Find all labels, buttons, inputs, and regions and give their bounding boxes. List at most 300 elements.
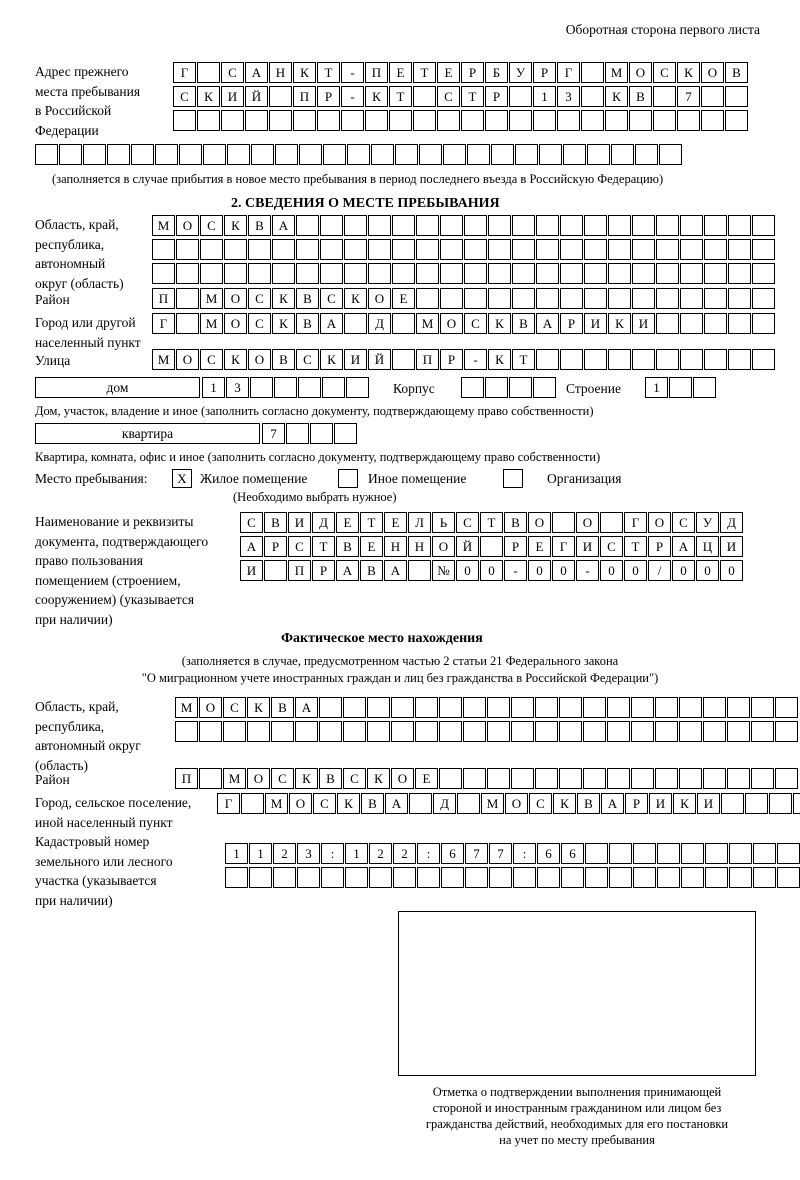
- char-cell[interactable]: О: [248, 349, 271, 370]
- char-cell[interactable]: С: [221, 62, 244, 83]
- char-cell[interactable]: [321, 867, 344, 888]
- char-cell[interactable]: О: [440, 313, 463, 334]
- char-cell[interactable]: [777, 843, 800, 864]
- char-cell[interactable]: [680, 349, 703, 370]
- char-cell[interactable]: Г: [557, 62, 580, 83]
- char-cell[interactable]: [512, 288, 535, 309]
- char-cell[interactable]: №: [432, 560, 455, 581]
- char-cell[interactable]: [489, 867, 512, 888]
- char-cell[interactable]: [681, 867, 704, 888]
- char-cell[interactable]: [633, 843, 656, 864]
- char-cell[interactable]: [439, 697, 462, 718]
- char-cell[interactable]: К: [295, 768, 318, 789]
- char-cell[interactable]: [512, 263, 535, 284]
- char-cell[interactable]: [463, 697, 486, 718]
- char-cell[interactable]: [440, 288, 463, 309]
- char-cell[interactable]: [751, 721, 774, 742]
- char-cell[interactable]: [728, 239, 751, 260]
- char-cell[interactable]: [581, 62, 604, 83]
- char-cell[interactable]: [656, 313, 679, 334]
- char-cell[interactable]: [611, 144, 634, 165]
- char-cell[interactable]: [539, 144, 562, 165]
- street-row[interactable]: [152, 349, 776, 370]
- char-cell[interactable]: [769, 793, 792, 814]
- char-cell[interactable]: С: [456, 512, 479, 533]
- char-cell[interactable]: [437, 110, 460, 131]
- char-cell[interactable]: [346, 377, 369, 398]
- char-cell[interactable]: [248, 239, 271, 260]
- char-cell[interactable]: [608, 288, 631, 309]
- char-cell[interactable]: М: [200, 313, 223, 334]
- char-cell[interactable]: М: [481, 793, 504, 814]
- char-cell[interactable]: [248, 263, 271, 284]
- char-cell[interactable]: 3: [297, 843, 320, 864]
- char-cell[interactable]: О: [629, 62, 652, 83]
- char-cell[interactable]: [296, 239, 319, 260]
- char-cell[interactable]: [752, 263, 775, 284]
- char-cell[interactable]: [393, 867, 416, 888]
- char-cell[interactable]: [464, 239, 487, 260]
- district-row[interactable]: [152, 288, 776, 309]
- char-cell[interactable]: А: [240, 536, 263, 557]
- char-cell[interactable]: О: [176, 215, 199, 236]
- char-cell[interactable]: Р: [648, 536, 671, 557]
- checkbox-zhiloe[interactable]: Х: [172, 469, 192, 488]
- char-cell[interactable]: [512, 215, 535, 236]
- char-cell[interactable]: А: [601, 793, 624, 814]
- char-cell[interactable]: [632, 239, 655, 260]
- char-cell[interactable]: О: [224, 313, 247, 334]
- char-cell[interactable]: К: [365, 86, 388, 107]
- char-cell[interactable]: [485, 377, 508, 398]
- char-cell[interactable]: В: [512, 313, 535, 334]
- char-cell[interactable]: [319, 721, 342, 742]
- char-cell[interactable]: А: [536, 313, 559, 334]
- char-cell[interactable]: [728, 349, 751, 370]
- char-cell[interactable]: Й: [245, 86, 268, 107]
- char-cell[interactable]: :: [321, 843, 344, 864]
- char-cell[interactable]: [752, 313, 775, 334]
- char-cell[interactable]: [559, 721, 582, 742]
- char-cell[interactable]: [704, 263, 727, 284]
- char-cell[interactable]: [415, 721, 438, 742]
- char-cell[interactable]: Р: [504, 536, 527, 557]
- char-cell[interactable]: [35, 144, 58, 165]
- char-cell[interactable]: А: [672, 536, 695, 557]
- char-cell[interactable]: [536, 288, 559, 309]
- char-cell[interactable]: [600, 512, 623, 533]
- char-cell[interactable]: [752, 239, 775, 260]
- actual-region-row-1[interactable]: [175, 697, 799, 718]
- char-cell[interactable]: М: [152, 349, 175, 370]
- char-cell[interactable]: [585, 867, 608, 888]
- char-cell[interactable]: [511, 697, 534, 718]
- char-cell[interactable]: М: [605, 62, 628, 83]
- document-row-3[interactable]: [240, 560, 744, 581]
- char-cell[interactable]: [533, 377, 556, 398]
- char-cell[interactable]: [344, 263, 367, 284]
- char-cell[interactable]: [560, 349, 583, 370]
- char-cell[interactable]: [227, 144, 250, 165]
- char-cell[interactable]: [583, 697, 606, 718]
- char-cell[interactable]: Е: [336, 512, 359, 533]
- char-cell[interactable]: В: [272, 349, 295, 370]
- char-cell[interactable]: [439, 768, 462, 789]
- char-cell[interactable]: [247, 721, 270, 742]
- char-cell[interactable]: О: [176, 349, 199, 370]
- char-cell[interactable]: [728, 215, 751, 236]
- char-cell[interactable]: [656, 349, 679, 370]
- char-cell[interactable]: 6: [561, 843, 584, 864]
- char-cell[interactable]: [509, 377, 532, 398]
- char-cell[interactable]: [176, 313, 199, 334]
- char-cell[interactable]: К: [677, 62, 700, 83]
- char-cell[interactable]: К: [488, 349, 511, 370]
- char-cell[interactable]: С: [343, 768, 366, 789]
- char-cell[interactable]: [605, 110, 628, 131]
- city-row[interactable]: [152, 313, 776, 334]
- char-cell[interactable]: Е: [389, 62, 412, 83]
- char-cell[interactable]: В: [336, 536, 359, 557]
- char-cell[interactable]: П: [293, 86, 316, 107]
- char-cell[interactable]: В: [296, 288, 319, 309]
- char-cell[interactable]: [728, 263, 751, 284]
- char-cell[interactable]: [391, 721, 414, 742]
- char-cell[interactable]: К: [293, 62, 316, 83]
- char-cell[interactable]: Д: [368, 313, 391, 334]
- char-cell[interactable]: [320, 239, 343, 260]
- char-cell[interactable]: С: [271, 768, 294, 789]
- region-row-2[interactable]: [152, 239, 776, 260]
- char-cell[interactable]: Е: [384, 512, 407, 533]
- char-cell[interactable]: [679, 768, 702, 789]
- char-cell[interactable]: [777, 867, 800, 888]
- char-cell[interactable]: [793, 793, 800, 814]
- char-cell[interactable]: [704, 288, 727, 309]
- char-cell[interactable]: [657, 867, 680, 888]
- char-cell[interactable]: [440, 215, 463, 236]
- char-cell[interactable]: [512, 239, 535, 260]
- dom-cells[interactable]: [202, 377, 370, 398]
- stamp-box[interactable]: [398, 911, 756, 1076]
- char-cell[interactable]: [563, 144, 586, 165]
- char-cell[interactable]: [271, 721, 294, 742]
- char-cell[interactable]: [703, 697, 726, 718]
- char-cell[interactable]: [272, 263, 295, 284]
- kvartira-cells[interactable]: [262, 423, 358, 444]
- char-cell[interactable]: [535, 721, 558, 742]
- char-cell[interactable]: [559, 768, 582, 789]
- char-cell[interactable]: С: [320, 288, 343, 309]
- char-cell[interactable]: [608, 349, 631, 370]
- char-cell[interactable]: [677, 110, 700, 131]
- char-cell[interactable]: Е: [415, 768, 438, 789]
- char-cell[interactable]: [223, 721, 246, 742]
- char-cell[interactable]: В: [361, 793, 384, 814]
- char-cell[interactable]: В: [360, 560, 383, 581]
- char-cell[interactable]: [440, 239, 463, 260]
- char-cell[interactable]: 2: [273, 843, 296, 864]
- char-cell[interactable]: /: [648, 560, 671, 581]
- char-cell[interactable]: [224, 263, 247, 284]
- char-cell[interactable]: [631, 721, 654, 742]
- char-cell[interactable]: [345, 867, 368, 888]
- char-cell[interactable]: [633, 867, 656, 888]
- char-cell[interactable]: [298, 377, 321, 398]
- char-cell[interactable]: С: [248, 288, 271, 309]
- char-cell[interactable]: [197, 110, 220, 131]
- char-cell[interactable]: П: [365, 62, 388, 83]
- char-cell[interactable]: [728, 313, 751, 334]
- char-cell[interactable]: [584, 263, 607, 284]
- char-cell[interactable]: И: [632, 313, 655, 334]
- char-cell[interactable]: [751, 697, 774, 718]
- char-cell[interactable]: М: [175, 697, 198, 718]
- char-cell[interactable]: Т: [312, 536, 335, 557]
- actual-district-row[interactable]: [175, 768, 799, 789]
- char-cell[interactable]: [511, 768, 534, 789]
- char-cell[interactable]: [487, 768, 510, 789]
- char-cell[interactable]: [320, 215, 343, 236]
- char-cell[interactable]: [679, 721, 702, 742]
- char-cell[interactable]: [653, 110, 676, 131]
- char-cell[interactable]: [59, 144, 82, 165]
- char-cell[interactable]: С: [296, 349, 319, 370]
- char-cell[interactable]: [537, 867, 560, 888]
- char-cell[interactable]: 0: [528, 560, 551, 581]
- char-cell[interactable]: [488, 239, 511, 260]
- char-cell[interactable]: [221, 110, 244, 131]
- char-cell[interactable]: [513, 867, 536, 888]
- char-cell[interactable]: [413, 110, 436, 131]
- char-cell[interactable]: С: [313, 793, 336, 814]
- char-cell[interactable]: Й: [368, 349, 391, 370]
- char-cell[interactable]: [295, 721, 318, 742]
- char-cell[interactable]: [775, 697, 798, 718]
- char-cell[interactable]: К: [272, 288, 295, 309]
- char-cell[interactable]: [584, 288, 607, 309]
- char-cell[interactable]: [334, 423, 357, 444]
- char-cell[interactable]: [581, 86, 604, 107]
- char-cell[interactable]: [632, 349, 655, 370]
- char-cell[interactable]: Г: [217, 793, 240, 814]
- char-cell[interactable]: И: [288, 512, 311, 533]
- char-cell[interactable]: Р: [485, 86, 508, 107]
- char-cell[interactable]: [560, 263, 583, 284]
- char-cell[interactable]: К: [553, 793, 576, 814]
- char-cell[interactable]: [751, 768, 774, 789]
- char-cell[interactable]: В: [264, 512, 287, 533]
- char-cell[interactable]: [225, 867, 248, 888]
- char-cell[interactable]: [655, 768, 678, 789]
- char-cell[interactable]: С: [288, 536, 311, 557]
- char-cell[interactable]: И: [584, 313, 607, 334]
- char-cell[interactable]: А: [385, 793, 408, 814]
- char-cell[interactable]: [656, 239, 679, 260]
- char-cell[interactable]: А: [245, 62, 268, 83]
- char-cell[interactable]: [587, 144, 610, 165]
- char-cell[interactable]: [693, 377, 716, 398]
- char-cell[interactable]: [488, 288, 511, 309]
- char-cell[interactable]: [488, 215, 511, 236]
- char-cell[interactable]: [607, 721, 630, 742]
- char-cell[interactable]: О: [701, 62, 724, 83]
- char-cell[interactable]: Т: [317, 62, 340, 83]
- char-cell[interactable]: 0: [696, 560, 719, 581]
- char-cell[interactable]: [457, 793, 480, 814]
- char-cell[interactable]: [581, 110, 604, 131]
- char-cell[interactable]: 0: [720, 560, 743, 581]
- char-cell[interactable]: [557, 110, 580, 131]
- char-cell[interactable]: Р: [312, 560, 335, 581]
- char-cell[interactable]: [391, 697, 414, 718]
- char-cell[interactable]: М: [200, 288, 223, 309]
- char-cell[interactable]: [656, 215, 679, 236]
- char-cell[interactable]: К: [337, 793, 360, 814]
- char-cell[interactable]: К: [344, 288, 367, 309]
- char-cell[interactable]: С: [600, 536, 623, 557]
- char-cell[interactable]: [536, 215, 559, 236]
- char-cell[interactable]: [392, 313, 415, 334]
- char-cell[interactable]: [655, 721, 678, 742]
- char-cell[interactable]: [704, 349, 727, 370]
- char-cell[interactable]: 2: [393, 843, 416, 864]
- char-cell[interactable]: С: [672, 512, 695, 533]
- char-cell[interactable]: [515, 144, 538, 165]
- char-cell[interactable]: Т: [389, 86, 412, 107]
- char-cell[interactable]: [725, 86, 748, 107]
- char-cell[interactable]: [535, 768, 558, 789]
- char-cell[interactable]: Д: [720, 512, 743, 533]
- char-cell[interactable]: [272, 239, 295, 260]
- checkbox-inoe[interactable]: [338, 469, 358, 488]
- char-cell[interactable]: С: [464, 313, 487, 334]
- char-cell[interactable]: [389, 110, 412, 131]
- char-cell[interactable]: К: [367, 768, 390, 789]
- char-cell[interactable]: О: [224, 288, 247, 309]
- checkbox-organizaciya[interactable]: [503, 469, 523, 488]
- char-cell[interactable]: Т: [480, 512, 503, 533]
- char-cell[interactable]: С: [200, 349, 223, 370]
- char-cell[interactable]: [631, 768, 654, 789]
- char-cell[interactable]: [464, 263, 487, 284]
- char-cell[interactable]: Р: [440, 349, 463, 370]
- char-cell[interactable]: [347, 144, 370, 165]
- char-cell[interactable]: [275, 144, 298, 165]
- char-cell[interactable]: К: [320, 349, 343, 370]
- char-cell[interactable]: [441, 867, 464, 888]
- char-cell[interactable]: В: [296, 313, 319, 334]
- char-cell[interactable]: 7: [262, 423, 285, 444]
- char-cell[interactable]: -: [341, 86, 364, 107]
- char-cell[interactable]: [299, 144, 322, 165]
- char-cell[interactable]: [560, 288, 583, 309]
- char-cell[interactable]: Р: [264, 536, 287, 557]
- char-cell[interactable]: С: [240, 512, 263, 533]
- char-cell[interactable]: П: [416, 349, 439, 370]
- char-cell[interactable]: С: [529, 793, 552, 814]
- char-cell[interactable]: [480, 536, 503, 557]
- char-cell[interactable]: Р: [625, 793, 648, 814]
- char-cell[interactable]: [273, 867, 296, 888]
- char-cell[interactable]: [200, 239, 223, 260]
- char-cell[interactable]: 1: [202, 377, 225, 398]
- char-cell[interactable]: В: [629, 86, 652, 107]
- char-cell[interactable]: [416, 263, 439, 284]
- char-cell[interactable]: [656, 263, 679, 284]
- char-cell[interactable]: [559, 697, 582, 718]
- char-cell[interactable]: К: [224, 349, 247, 370]
- char-cell[interactable]: [152, 239, 175, 260]
- char-cell[interactable]: [653, 86, 676, 107]
- char-cell[interactable]: [392, 215, 415, 236]
- char-cell[interactable]: [173, 110, 196, 131]
- char-cell[interactable]: К: [608, 313, 631, 334]
- char-cell[interactable]: К: [488, 313, 511, 334]
- char-cell[interactable]: [461, 110, 484, 131]
- prev-address-row-1[interactable]: [173, 62, 749, 83]
- char-cell[interactable]: 1: [645, 377, 668, 398]
- actual-region-row-2[interactable]: [175, 721, 799, 742]
- char-cell[interactable]: [200, 263, 223, 284]
- char-cell[interactable]: С: [200, 215, 223, 236]
- char-cell[interactable]: [629, 110, 652, 131]
- char-cell[interactable]: [509, 110, 532, 131]
- char-cell[interactable]: А: [272, 215, 295, 236]
- char-cell[interactable]: С: [223, 697, 246, 718]
- char-cell[interactable]: [753, 843, 776, 864]
- char-cell[interactable]: И: [697, 793, 720, 814]
- char-cell[interactable]: [560, 239, 583, 260]
- char-cell[interactable]: [368, 263, 391, 284]
- char-cell[interactable]: К: [673, 793, 696, 814]
- char-cell[interactable]: Е: [360, 536, 383, 557]
- char-cell[interactable]: [609, 867, 632, 888]
- char-cell[interactable]: П: [152, 288, 175, 309]
- char-cell[interactable]: О: [199, 697, 222, 718]
- char-cell[interactable]: [607, 768, 630, 789]
- char-cell[interactable]: И: [221, 86, 244, 107]
- char-cell[interactable]: [224, 239, 247, 260]
- char-cell[interactable]: [439, 721, 462, 742]
- char-cell[interactable]: [681, 843, 704, 864]
- char-cell[interactable]: Т: [413, 62, 436, 83]
- char-cell[interactable]: Е: [528, 536, 551, 557]
- char-cell[interactable]: 0: [600, 560, 623, 581]
- char-cell[interactable]: [107, 144, 130, 165]
- char-cell[interactable]: [199, 768, 222, 789]
- char-cell[interactable]: И: [576, 536, 599, 557]
- char-cell[interactable]: Р: [461, 62, 484, 83]
- char-cell[interactable]: [269, 86, 292, 107]
- char-cell[interactable]: Б: [485, 62, 508, 83]
- char-cell[interactable]: [250, 377, 273, 398]
- cadastre-row-2[interactable]: [225, 867, 800, 888]
- char-cell[interactable]: 7: [489, 843, 512, 864]
- char-cell[interactable]: [409, 793, 432, 814]
- char-cell[interactable]: И: [240, 560, 263, 581]
- char-cell[interactable]: [775, 768, 798, 789]
- char-cell[interactable]: А: [320, 313, 343, 334]
- char-cell[interactable]: [417, 867, 440, 888]
- char-cell[interactable]: 7: [465, 843, 488, 864]
- char-cell[interactable]: 3: [226, 377, 249, 398]
- char-cell[interactable]: [657, 843, 680, 864]
- char-cell[interactable]: Д: [312, 512, 335, 533]
- prev-address-row-3[interactable]: [173, 110, 749, 131]
- char-cell[interactable]: К: [224, 215, 247, 236]
- char-cell[interactable]: -: [341, 62, 364, 83]
